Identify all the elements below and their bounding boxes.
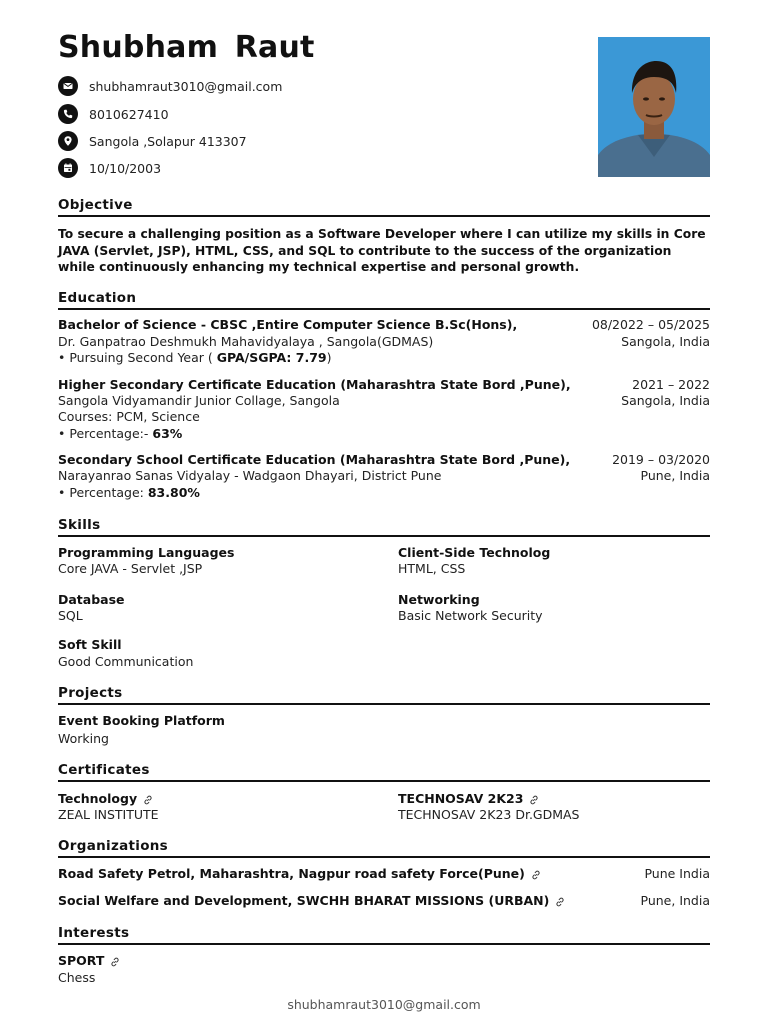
interest-name[interactable] [58, 953, 120, 970]
organization-location: Pune India [644, 866, 710, 881]
skill-name: Networking [398, 592, 480, 607]
envelope-icon [58, 76, 78, 96]
link-icon[interactable] [529, 795, 539, 805]
organization-name-text: Road Safety Petrol, Maharashtra, Nagpur road safety Force(Pune) [58, 866, 525, 881]
phone-icon [58, 104, 78, 124]
email-text: shubhamraut3010@gmail.com [89, 78, 283, 94]
link-icon[interactable] [555, 897, 565, 907]
note-prefix: • Percentage:- [58, 426, 153, 441]
link-icon[interactable] [143, 795, 153, 805]
footer-email[interactable]: shubhamraut3010@gmail.com [287, 997, 481, 1012]
link-icon[interactable] [531, 870, 541, 880]
organization-location: Pune, India [640, 893, 710, 908]
contact-phone[interactable] [58, 104, 169, 124]
education-location: Sangola, India [621, 393, 710, 408]
note-prefix: • Percentage: [58, 485, 148, 500]
skill-name: Soft Skill [58, 637, 122, 652]
address-text: Sangola ,Solapur 413307 [89, 133, 247, 149]
skill-name: Client-Side Technolog [398, 545, 551, 560]
education-school: Sangola Vidyamandir Junior Collage, Sangola [58, 393, 340, 408]
first-name: Shubham [58, 30, 219, 65]
project-name: Event Booking Platform [58, 713, 225, 728]
section-title-objective: Objective [58, 197, 710, 217]
interest-name-text: SPORT [58, 953, 105, 968]
certificate-issuer: TECHNOSAV 2K23 Dr.GDMAS [398, 807, 580, 822]
section-title-skills: Skills [58, 517, 710, 537]
contact-email[interactable] [58, 76, 282, 96]
organization-name[interactable] [58, 866, 541, 883]
education-note [58, 426, 182, 443]
dob-text: 10/10/2003 [89, 160, 162, 176]
skill-value: Basic Network Security [398, 608, 543, 623]
education-dates: 2021 – 2022 [632, 377, 710, 392]
education-courses: Courses: PCM, Science [58, 409, 200, 424]
candidate-name [58, 30, 315, 65]
section-title-organizations: Organizations [58, 838, 710, 858]
link-icon[interactable] [110, 957, 120, 967]
contact-dob [58, 158, 161, 178]
profile-photo [598, 37, 710, 177]
education-note [58, 350, 332, 367]
education-location: Pune, India [640, 468, 710, 483]
objective-text: To secure a challenging position as a Software Developer where I can utilize my skills in Core JAVA (Servlet, JSP), HTML, CSS, and SQL to contribute to the success of the organization while continuously enhancing my technical expertise and personal growth. [58, 227, 706, 274]
calendar-icon [58, 158, 78, 178]
education-degree: Bachelor of Science - CBSC ,Entire Computer Science B.Sc(Hons), [58, 317, 518, 332]
resume-page [58, 0, 710, 1024]
skill-name: Programming Languages [58, 545, 235, 560]
note-value: GPA/SGPA: 7.79 [216, 350, 327, 365]
organization-name-text: Social Welfare and Development, SWCHH BHARAT MISSIONS (URBAN) [58, 893, 550, 908]
note-value: 83.80% [147, 485, 200, 500]
certificate-name-text: TECHNOSAV 2K23 [398, 791, 524, 806]
location-pin-icon [58, 131, 78, 151]
skill-value: SQL [58, 608, 83, 623]
note-value: 63% [152, 426, 183, 441]
phone-text: 8010627410 [89, 106, 169, 122]
project-status: Working [58, 731, 109, 746]
note-suffix: ) [326, 350, 332, 365]
certificate-name[interactable] [58, 791, 153, 808]
skill-name: Database [58, 592, 125, 607]
skill-value: HTML, CSS [398, 561, 466, 576]
section-title-education: Education [58, 290, 710, 310]
last-name: Raut [234, 30, 315, 65]
education-dates: 2019 – 03/2020 [612, 452, 710, 467]
organization-name[interactable] [58, 893, 565, 910]
certificate-name-text: Technology [58, 791, 138, 806]
interest-value: Chess [58, 970, 96, 985]
education-school: Dr. Ganpatrao Deshmukh Mahavidyalaya , Sangola(GDMAS) [58, 334, 434, 349]
education-degree: Higher Secondary Certificate Education (Maharashtra State Bord ,Pune), [58, 377, 571, 392]
certificate-name[interactable] [398, 791, 539, 808]
education-school: Narayanrao Sanas Vidyalay - Wadgaon Dhayari, District Pune [58, 468, 442, 483]
education-note [58, 485, 200, 502]
section-title-interests: Interests [58, 925, 710, 945]
education-dates: 08/2022 – 05/2025 [591, 317, 710, 332]
section-title-projects: Projects [58, 685, 710, 705]
section-title-certificates: Certificates [58, 762, 710, 782]
note-prefix: • Pursuing Second Year ( [58, 350, 217, 365]
certificate-issuer: ZEAL INSTITUTE [58, 807, 159, 822]
education-degree: Secondary School Certificate Education (Maharashtra State Bord ,Pune), [58, 452, 571, 467]
contact-address [58, 131, 247, 151]
skill-value: Core JAVA - Servlet ,JSP [58, 561, 203, 576]
education-location: Sangola, India [621, 334, 710, 349]
skill-value: Good Communication [58, 654, 194, 669]
